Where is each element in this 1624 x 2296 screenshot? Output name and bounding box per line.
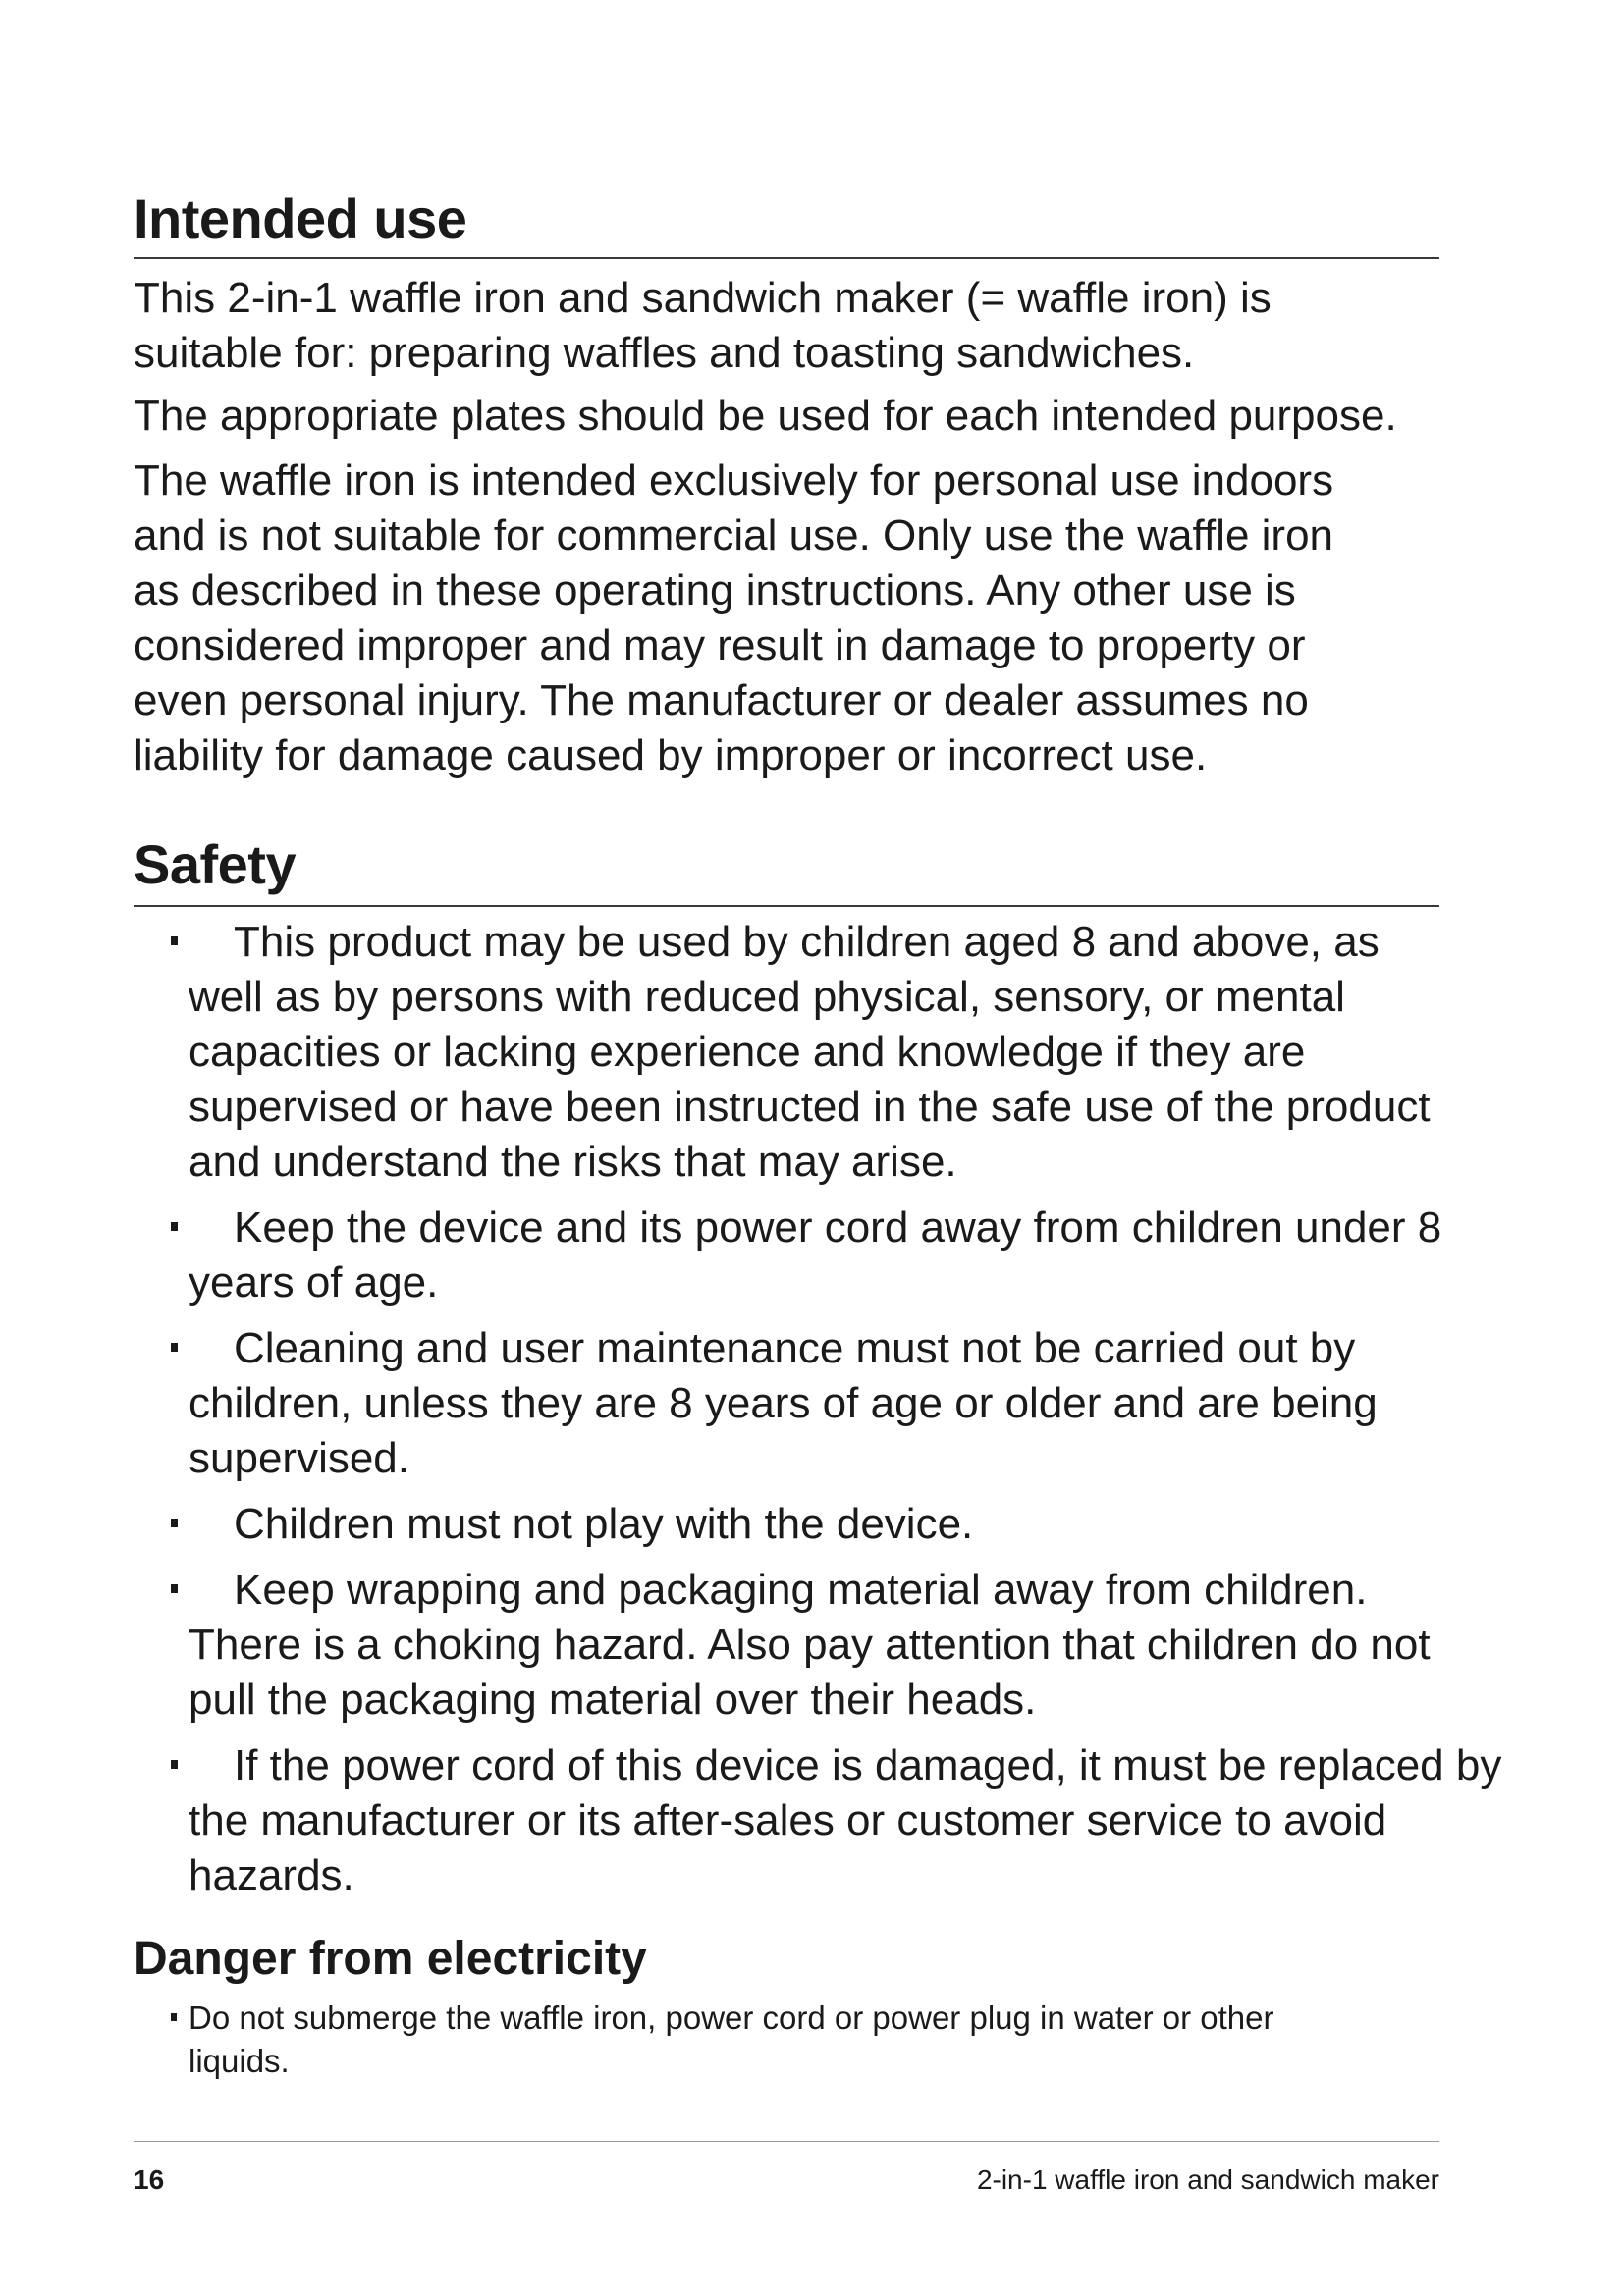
- safety-rule: [134, 905, 1439, 907]
- safety-item-text: Cleaning and user maintenance must not be carried out by children, unless they are 8 years of age or older and are being supervised.: [189, 1324, 1378, 1482]
- list-item: [134, 1997, 1367, 2083]
- list-item: [134, 1563, 1465, 1728]
- bullet-square-icon: [171, 2013, 177, 2021]
- list-item: [134, 1738, 1534, 1903]
- bullet-square-icon: [171, 1584, 178, 1593]
- bullet-square-icon: [171, 1760, 178, 1769]
- danger-electricity-list: [134, 1997, 1410, 2083]
- list-item: [134, 915, 1435, 1190]
- danger-item-text: Do not submerge the waffle iron, power cord or power plug in water or other liquids.: [189, 2000, 1274, 2079]
- safety-item-text: Children must not play with the device.: [234, 1500, 974, 1548]
- list-item: [134, 1497, 1455, 1552]
- safety-list: [134, 915, 1508, 1914]
- list-item: [134, 1201, 1494, 1310]
- bullet-square-icon: [171, 1519, 178, 1527]
- safety-item-text: This product may be used by children aged 8 and above, as well as by persons with reduced physical, sensory, or mental capacities or lacking experience and knowledge if they are supervised or have been instructed in the safe use of the product and understand the risks that may arise.: [189, 918, 1431, 1186]
- danger-electricity-heading: Danger from electricity: [134, 1933, 647, 1985]
- page-number: 16: [134, 2164, 165, 2195]
- safety-heading: Safety: [134, 833, 297, 895]
- safety-item-text: If the power cord of this device is damaged, it must be replaced by the manufacturer or its after-sales or customer service to avoid hazards.: [189, 1741, 1502, 1899]
- bullet-square-icon: [171, 936, 178, 945]
- safety-item-text: Keep wrapping and packaging material away from children. There is a choking hazard. Also pay attention that children do not pull the packaging material over their heads.: [189, 1566, 1431, 1724]
- intended-use-heading: Intended use: [134, 187, 467, 249]
- list-item: [134, 1321, 1455, 1486]
- intended-use-paragraph-2: The appropriate plates should be used for each intended purpose.: [134, 392, 1397, 440]
- intended-use-paragraph-3: The waffle iron is intended exclusively for personal use indoors and is not suitable for commercial use. Only use the waffle iron as described in these operating instructions. Any other use is considered improper and may result in damage to property or even personal injury. The manufacturer or dealer assumes no liability for damage caused by improper or incorrect use.: [134, 456, 1334, 779]
- intended-use-rule: [134, 257, 1439, 259]
- intended-use-paragraph-1: This 2-in-1 waffle iron and sandwich maker (= waffle iron) is suitable for: preparing waffles and toasting sandwiches.: [134, 274, 1272, 377]
- footer-product-title: 2-in-1 waffle iron and sandwich maker: [976, 2164, 1439, 2195]
- bullet-square-icon: [171, 1343, 178, 1352]
- footer-rule: [134, 2141, 1439, 2142]
- manual-page: [134, 0, 1502, 2296]
- safety-item-text: Keep the device and its power cord away from children under 8 years of age.: [189, 1203, 1442, 1307]
- bullet-square-icon: [171, 1222, 178, 1231]
